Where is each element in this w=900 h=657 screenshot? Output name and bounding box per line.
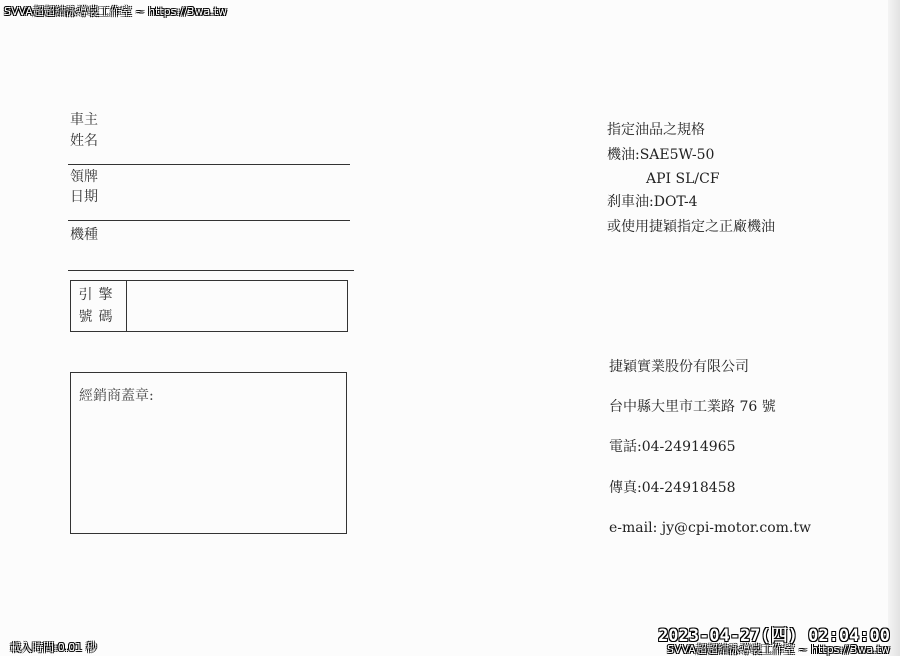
- plate-label-1: 領牌: [70, 169, 98, 185]
- plate-line: [68, 220, 350, 221]
- owner-line: [68, 164, 350, 165]
- dealer-stamp-label: 經銷商蓋章:: [79, 388, 154, 404]
- engine-number-box: [70, 280, 348, 332]
- company-name: 捷穎實業股份有限公司: [609, 359, 749, 375]
- page-edge: [888, 0, 900, 656]
- company-address: 台中縣大里市工業路 76 號: [609, 399, 776, 415]
- company-fax: 傳真:04-24918458: [609, 480, 736, 496]
- model-label: 機種: [70, 227, 98, 243]
- spec-note: 或使用捷穎指定之正廠機油: [607, 219, 775, 235]
- watermark-bottom: SVVA超超結泳導裳工作室 ~ https://3wa.tw: [666, 643, 890, 656]
- engine-label-1: 引擎: [78, 287, 119, 303]
- load-time-overlay: 載入時間:0.01 秒: [10, 641, 97, 654]
- spec-brake-fluid: 刹車油:DOT-4: [607, 194, 698, 210]
- engine-number-caption: [71, 281, 127, 331]
- watermark-top: SVVA超超結泳導裳工作室 ~ https://3wa.tw: [4, 5, 228, 18]
- model-line: [68, 270, 354, 271]
- plate-label-2: 日期: [70, 189, 98, 205]
- spec-engine-oil: 機油:SAE5W-50: [607, 147, 715, 163]
- company-phone: 電話:04-24914965: [609, 439, 736, 455]
- timestamp-overlay: 2023-04-27(四) 02:04:00: [658, 626, 890, 646]
- engine-label-2: 號碼: [78, 309, 119, 325]
- owner-label-1: 車主: [70, 112, 98, 128]
- dealer-stamp-box: [70, 372, 347, 534]
- spec-api: API SL/CF: [646, 171, 720, 187]
- owner-label-2: 姓名: [70, 133, 98, 149]
- company-email: e-mail: jy@cpi-motor.com.tw: [609, 520, 811, 536]
- spec-title: 指定油品之規格: [607, 122, 705, 138]
